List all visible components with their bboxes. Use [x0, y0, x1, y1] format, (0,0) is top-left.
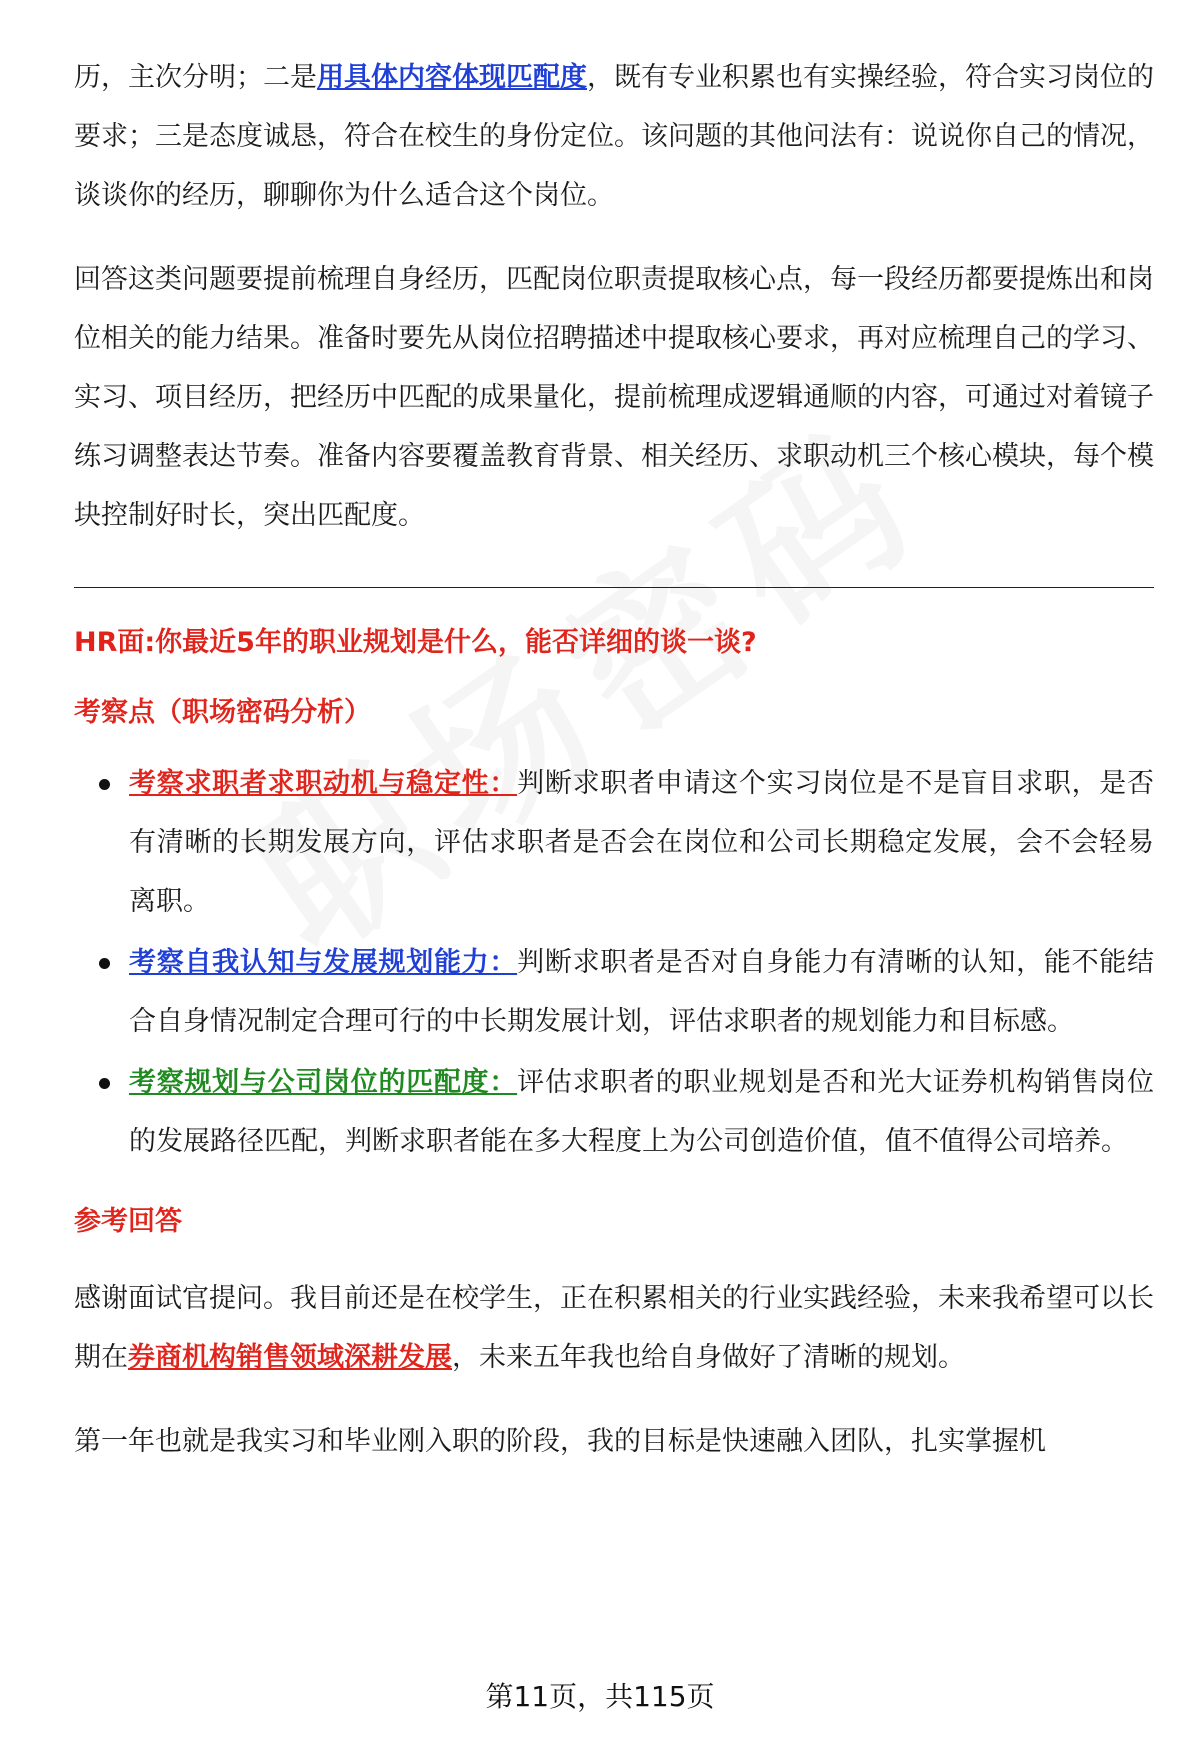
- page-number: 第11页，共115页: [485, 1680, 715, 1713]
- answer-paragraph-1: [74, 1269, 1154, 1387]
- answer-paragraph-2: 第一年也就是我实习和毕业刚入职的阶段，我的目标是快速融入团队，扎实掌握机: [74, 1426, 1046, 1457]
- analysis-label: 考察自我认知与发展规划能力：: [129, 947, 518, 978]
- analysis-item: [129, 933, 1154, 1051]
- highlight-matching: 用具体内容体现匹配度: [317, 62, 587, 93]
- question-title: HR面:你最近5年的职业规划是什么，能否详细的谈一谈?: [74, 627, 757, 658]
- analysis-text: 评估求职者的职业规划是否和光大证券机构销售岗位的发展路径匹配，判断求职者能在多大程度上为公司创造价值，值不值得公司培养。: [129, 1067, 1155, 1157]
- analysis-text: 判断求职者是否对自身能力有清晰的认知，能不能结合自身情况制定合理可行的中长期发展计划，评估求职者的规划能力和目标感。: [129, 947, 1155, 1037]
- section-divider: [74, 587, 1154, 588]
- reference-heading: 参考回答: [74, 1206, 182, 1237]
- bullet-icon: [99, 1078, 110, 1089]
- bullet-icon: [99, 958, 110, 969]
- document-page: [74, 48, 1154, 1471]
- answer-text: 感谢面试官提问。我目前还是在校学生，正在积累相关的行业实践经验，未来我希望可以长期在: [74, 1283, 1154, 1373]
- analysis-item: [129, 1053, 1154, 1171]
- intro-text-cont: ，既有专业积累也有实操经验，符合实习岗位的要求；三是态度诚恳，符合在校生的身份定位。该问题的其他问法有：说说你自己的情况，谈谈你的经历，聊聊你为什么适合这个岗位。: [74, 62, 1154, 211]
- analysis-list: [74, 754, 1154, 1171]
- highlight-career-goal: 券商机构销售领域深耕发展: [128, 1342, 452, 1373]
- intro-paragraph-1: [74, 48, 1154, 225]
- analysis-label: 考察求职者求职动机与稳定性：: [129, 768, 518, 799]
- answer-text-cont: ，未来五年我也给自身做好了清晰的规划。: [452, 1342, 965, 1373]
- analysis-heading: 考察点（职场密码分析）: [74, 697, 371, 728]
- analysis-item: [129, 754, 1154, 931]
- intro-paragraph-2: 回答这类问题要提前梳理自身经历，匹配岗位职责提取核心点，每一段经历都要提炼出和岗位相关的能力结果。准备时要先从岗位招聘描述中提取核心要求，再对应梳理自己的学习、实习、项目经历，把经历中匹配的成果量化，提前梳理成逻辑通顺的内容，可通过对着镜子练习调整表达节奏。准备内容要覆盖教育背景、相关经历、求职动机三个核心模块，每个模块控制好时长，突出匹配度。: [74, 264, 1154, 531]
- bullet-icon: [99, 779, 110, 790]
- analysis-text: 判断求职者申请这个实习岗位是不是盲目求职，是否有清晰的长期发展方向，评估求职者是否会在岗位和公司长期稳定发展，会不会轻易离职。: [129, 768, 1155, 917]
- analysis-label: 考察规划与公司岗位的匹配度：: [129, 1067, 518, 1098]
- intro-text: 历，主次分明；二是: [74, 62, 317, 93]
